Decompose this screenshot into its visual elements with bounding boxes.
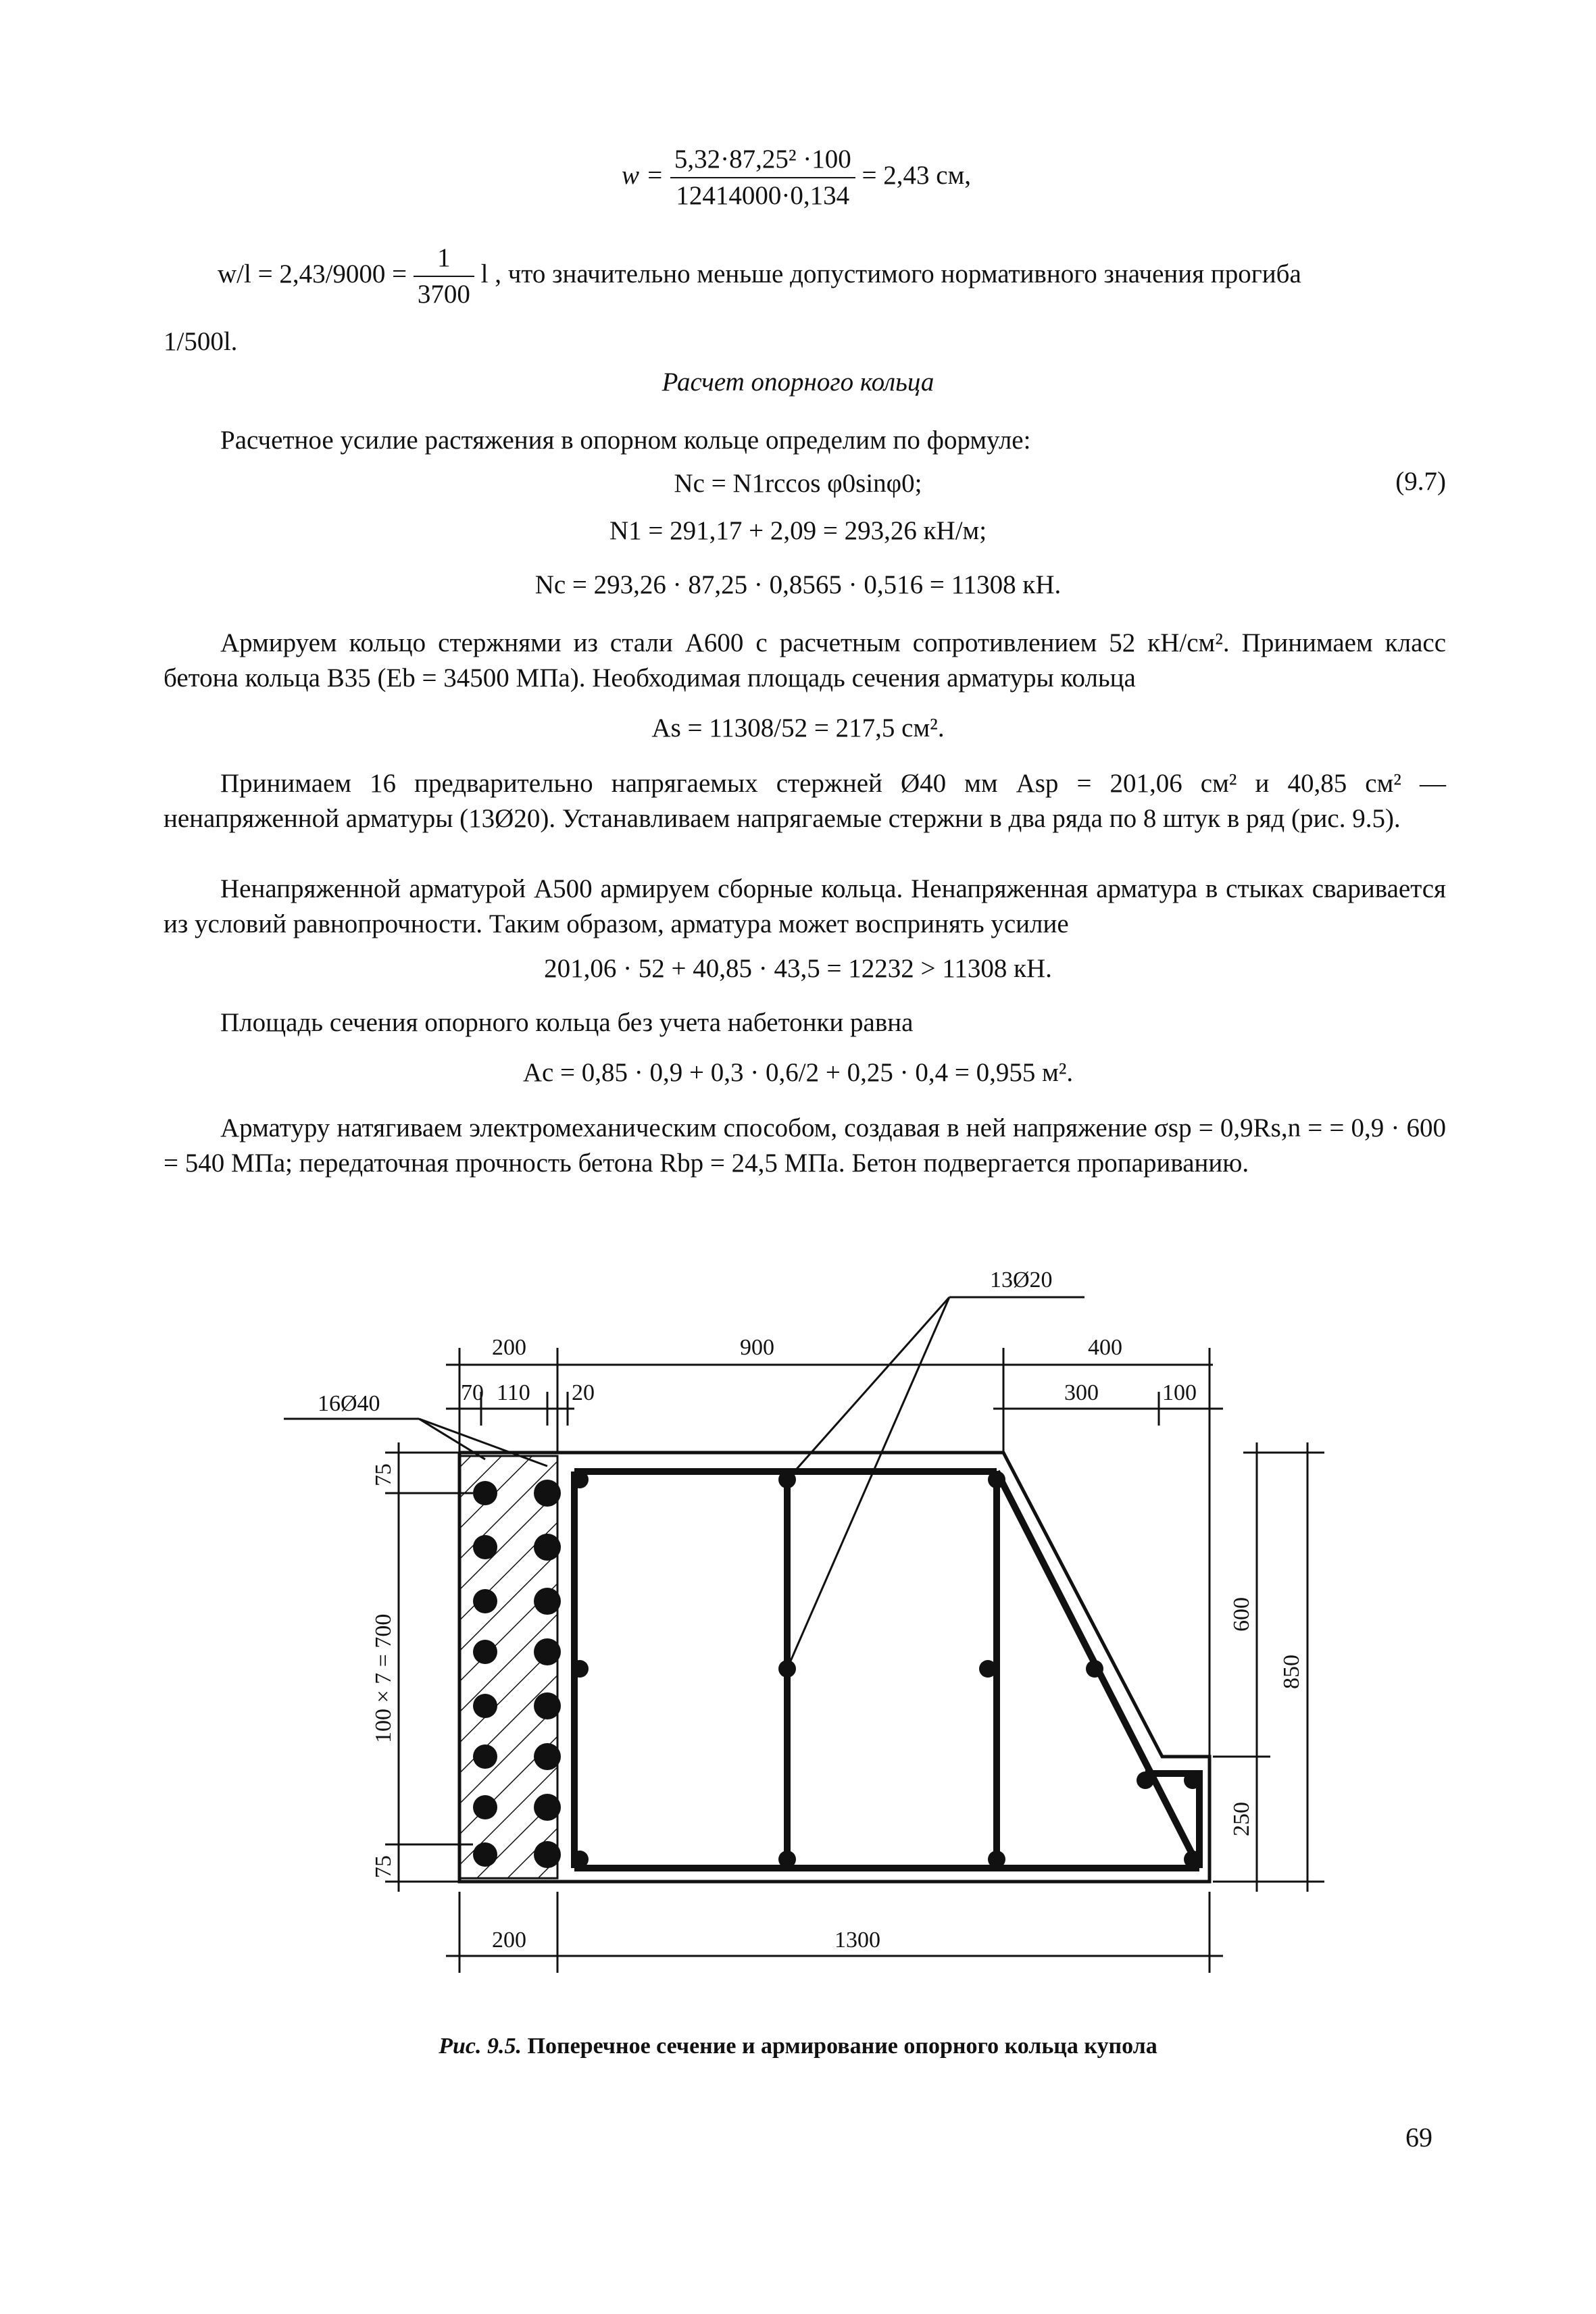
dim-300: 300 [1064,1380,1099,1405]
ratio-frac-den: 3700 [417,280,470,309]
page-number: 69 [1405,2122,1432,2153]
paragraph-4: Ненапряженной арматурой А500 армируем сборные кольца. Ненапряженная арматура в стыках сваривается из условий равнопрочности. Таким образом, арматура может воспринять усилие [164,874,1446,938]
paragraph-5: Площадь сечения опорного кольца без учета набетонки равна [220,1008,914,1037]
dim-75-bottom: 75 [371,1855,396,1878]
equation-number: (9.7) [1395,467,1446,496]
top-dimensions [446,1348,1223,1757]
equation-ac: Ac = 0,85 · 0,9 + 0,3 · 0,6/2 + 0,25 · 0,4 = 0,955 м². [522,1058,1074,1087]
ratio-continuation: 1/500l. [164,327,238,356]
formula-w-rhs: = 2,43 см, [862,160,971,190]
paragraph-1: Расчетное усилие растяжения в опорном кольце определим по формуле: [220,426,1031,455]
dim-400: 400 [1088,1335,1122,1360]
dim-250: 250 [1229,1802,1254,1836]
caption-prefix: Рис. 9.5. [439,2034,522,2059]
equation-nc: Nc = 293,26 · 87,25 · 0,8565 · 0,516 = 11308 кН. [534,570,1062,599]
equation-n1: N1 = 291,17 + 2,09 = 293,26 кН/м; [609,516,987,545]
paragraph-6: Арматуру натягиваем электромеханическим способом, создавая в ней напряжение σsp = 0,9Rs,n = = 0,9 · 600 = 540 МПа; передаточная прочность бетона Rbp = 24,5 МПа. Бетон подвергается пропариванию. [164,1113,1446,1178]
ratio-frac-num: 1 [414,241,474,277]
ratio-suffix: l , что значительно меньше допустимого нормативного значения прогиба [480,259,1301,288]
label-13d20: 13Ø20 [990,1267,1053,1292]
dim-70: 70 [461,1380,484,1405]
dim-850: 850 [1279,1655,1304,1689]
equation-force: 201,06 · 52 + 40,85 · 43,5 = 12232 > 11308 кН. [544,954,1052,983]
section-heading: Расчет опорного кольца [662,368,934,397]
leader-13d20 [787,1297,1084,1669]
dim-20: 20 [572,1380,595,1405]
dim-900: 900 [740,1335,774,1360]
non-prestressed-bars [571,1471,1201,1868]
caption-text: Поперечное сечение и армирование опорного кольца купола [527,2034,1157,2059]
dim-110: 110 [497,1380,530,1405]
formula-w-lhs: w = [622,160,664,190]
dim-1300: 1300 [834,1928,880,1953]
dim-200-bottom: 200 [492,1928,526,1953]
paragraph-2: Армируем кольцо стержнями из стали А600 с расчетным сопротивлением 52 кН/см². Принимаем класс бетона кольца В35 (Eb = 34500 МПа). Необходимая площадь сечения арматуры кольца [164,628,1446,693]
dim-100: 100 [1162,1380,1197,1405]
equation-as: As = 11308/52 = 217,5 см². [651,713,945,743]
figure-caption [0,2034,1596,2059]
dim-75-top: 75 [371,1463,396,1486]
formula-w-numerator: 5,32·87,25² ·100 [670,142,855,178]
dim-100x7: 100 × 7 = 700 [371,1613,396,1743]
dim-600: 600 [1229,1597,1254,1632]
ratio-prefix: w/l = 2,43/9000 = [218,259,407,288]
paragraph-3: Принимаем 16 предварительно напрягаемых стержней Ø40 мм Asp = 201,06 см² и 40,85 см² — ненапряженной арматуры (13Ø20). Устанавливаем напрягаемые стержни в два ряда по 8 штук в ряд (рис. 9.5). [164,769,1446,833]
dim-200-top: 200 [492,1335,526,1360]
label-16d40: 16Ø40 [318,1391,380,1416]
equation-9-7: Nc = N1rccos φ0sinφ0; [674,469,922,498]
formula-w-denominator: 12414000·0,134 [676,181,850,210]
